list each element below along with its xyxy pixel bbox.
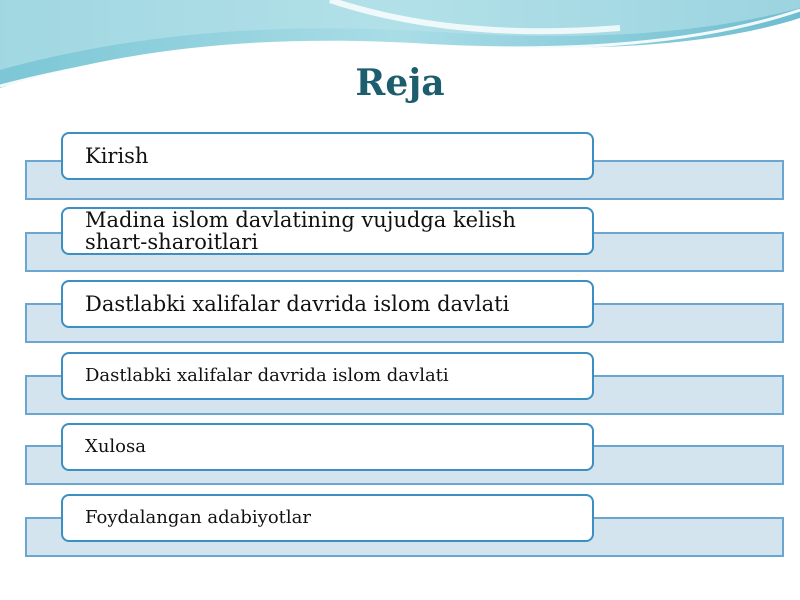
list-item: [0, 352, 800, 424]
list-item-label: Madina islom davlatining vujudga kelish shart-sharoitlari: [61, 207, 594, 255]
list-item: [0, 423, 800, 495]
list-item: [0, 207, 800, 279]
list-item-label: Foydalangan adabiyotlar: [61, 494, 594, 542]
slide-title: Reja: [355, 62, 445, 104]
list-item: [0, 494, 800, 566]
list-item-label: Xulosa: [61, 423, 594, 471]
list-item: [0, 280, 800, 352]
list-item-label: Dastlabki xalifalar davrida islom davlati: [61, 280, 594, 328]
list-item-label: Kirish: [61, 132, 594, 180]
list-item-label: Dastlabki xalifalar davrida islom davlati: [61, 352, 594, 400]
list-item: [0, 132, 800, 204]
